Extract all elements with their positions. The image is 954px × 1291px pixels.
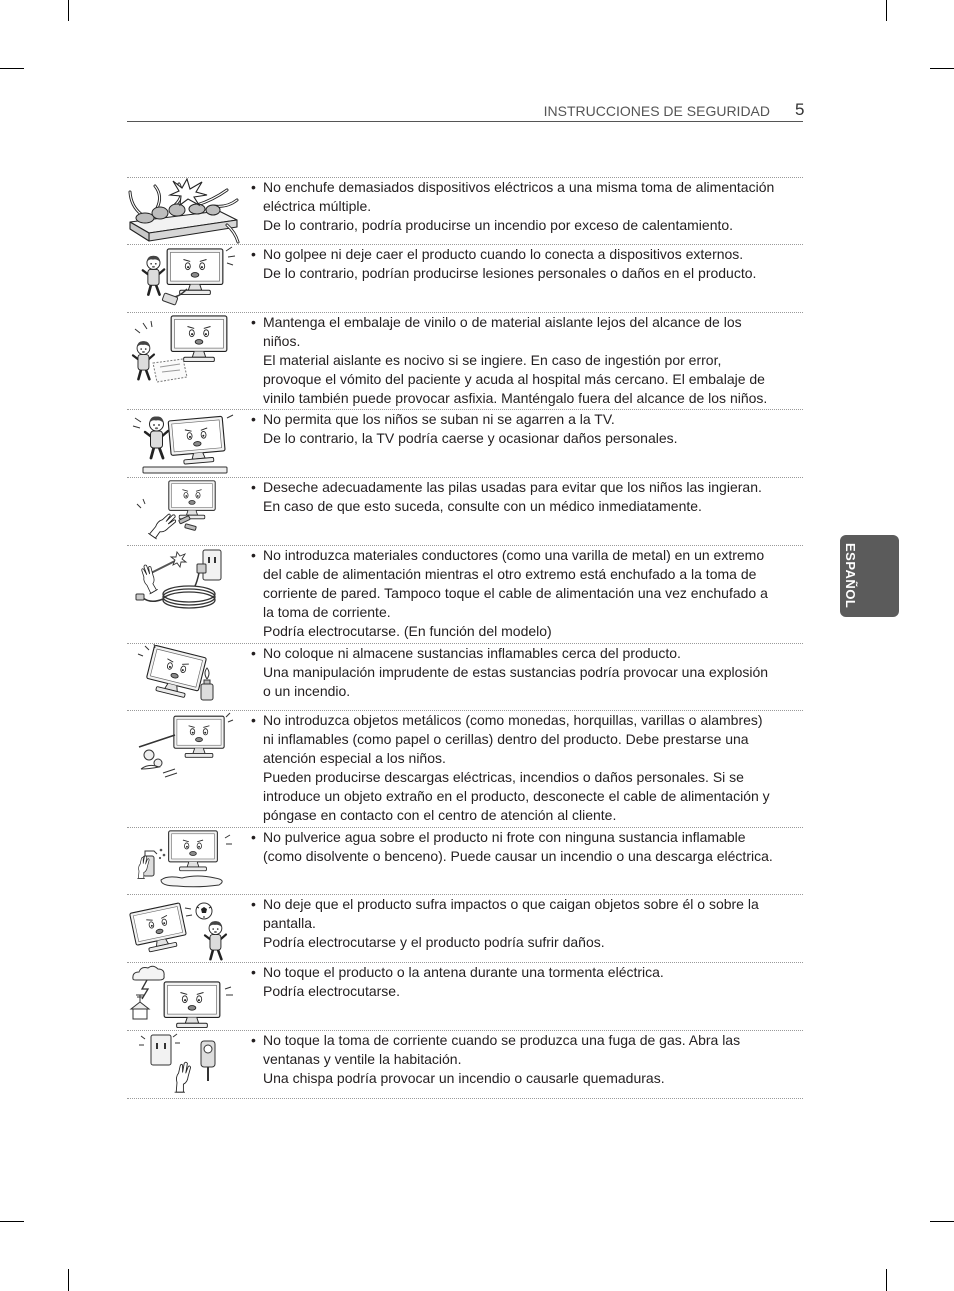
item-text bbox=[263, 546, 768, 641]
battery-disposal-icon bbox=[127, 478, 240, 545]
item-line: • No toque el producto o la antena durante una tormenta eléctrica. bbox=[263, 964, 664, 980]
safety-item bbox=[127, 178, 803, 245]
item-line: introduce un objeto extraño en el producto, desconecte el cable de alimentación y bbox=[263, 788, 770, 804]
item-line: • No deje que el producto sufra impactos o que caigan objetos sobre él o sobre la bbox=[263, 896, 759, 912]
item-text bbox=[263, 178, 774, 235]
item-line: niños. bbox=[263, 333, 301, 349]
item-line: Pueden producirse descargas eléctricas, incendios o daños personales. Si se bbox=[263, 769, 744, 785]
item-text bbox=[263, 828, 773, 866]
safety-item bbox=[127, 963, 803, 1031]
safety-item bbox=[127, 895, 803, 963]
overloaded-power-strip-icon bbox=[127, 178, 240, 244]
crop-mark bbox=[68, 1269, 69, 1291]
tv-impact-connecting-devices-icon bbox=[127, 245, 240, 312]
ball-impact-tv-icon bbox=[127, 895, 240, 962]
safety-item bbox=[127, 546, 803, 644]
item-line: El material aislante es nocivo si se ingiere. En caso de ingestión por error, bbox=[263, 352, 722, 368]
crop-mark bbox=[886, 1269, 887, 1291]
item-line: pantalla. bbox=[263, 915, 316, 931]
crop-mark bbox=[68, 0, 69, 21]
safety-item bbox=[127, 478, 803, 546]
item-line: • No permita que los niños se suban ni se agarren a la TV. bbox=[263, 411, 615, 427]
item-text bbox=[263, 711, 770, 825]
item-text bbox=[263, 895, 759, 952]
item-line: • No coloque ni almacene sustancias inflamables cerca del producto. bbox=[263, 645, 681, 661]
item-line: • No toque la toma de corriente cuando se produzca una fuga de gas. Abra las bbox=[263, 1032, 741, 1048]
safety-item bbox=[127, 828, 803, 895]
flammable-substance-tv-icon bbox=[127, 644, 240, 710]
item-line: póngase en contacto con el centro de atención al cliente. bbox=[263, 807, 617, 823]
crop-mark bbox=[930, 68, 954, 69]
item-line: De lo contrario, podrían producirse lesiones personales o daños en el producto. bbox=[263, 265, 757, 281]
section-title: INSTRUCCIONES DE SEGURIDAD bbox=[543, 103, 770, 119]
item-line: • No introduzca objetos metálicos (como monedas, horquillas, varillas o alambres) bbox=[263, 712, 763, 728]
conductive-rod-power-cord-icon bbox=[127, 546, 240, 643]
item-text bbox=[263, 245, 756, 283]
language-tab bbox=[840, 535, 899, 617]
item-line: (como disolvente o benceno). Puede causar un incendio o una descarga eléctrica. bbox=[263, 848, 773, 864]
safety-item bbox=[127, 1031, 803, 1099]
item-line: o un incendio. bbox=[263, 683, 351, 699]
safety-instructions-list bbox=[127, 177, 803, 1099]
item-line: De lo contrario, podría producirse un incendio por exceso de calentamiento. bbox=[263, 217, 734, 233]
item-line: la toma de corriente. bbox=[263, 604, 391, 620]
item-line: • No golpee ni deje caer el producto cuando lo conecta a dispositivos externos. bbox=[263, 246, 744, 262]
item-text bbox=[263, 313, 767, 408]
item-line: Una chispa podría provocar un incendio o causarle quemaduras. bbox=[263, 1070, 665, 1086]
item-line: atención especial a los niños. bbox=[263, 750, 446, 766]
crop-mark bbox=[0, 68, 24, 69]
safety-item bbox=[127, 711, 803, 828]
plastic-packaging-child-icon bbox=[127, 313, 240, 409]
item-line: Podría electrocutarse. bbox=[263, 983, 400, 999]
item-line: corriente de pared. Tampoco toque el cable de alimentación una vez enchufado a bbox=[263, 585, 768, 601]
gas-leak-outlet-icon bbox=[127, 1031, 240, 1098]
item-line: eléctrica múltiple. bbox=[263, 198, 372, 214]
safety-item bbox=[127, 644, 803, 711]
item-line: • No pulverice agua sobre el producto ni frote con ninguna sustancia inflamable bbox=[263, 829, 746, 845]
item-text bbox=[263, 963, 664, 1001]
child-climbing-tv-icon bbox=[127, 410, 240, 477]
item-text bbox=[263, 478, 762, 516]
item-line: Podría electrocutarse. (En función del modelo) bbox=[263, 623, 552, 639]
metal-objects-inserted-tv-icon bbox=[127, 711, 240, 827]
safety-item bbox=[127, 313, 803, 410]
language-tab-label: ESPAÑOL bbox=[843, 543, 858, 609]
crop-mark bbox=[886, 0, 887, 21]
item-line: del cable de alimentación mientras el otro extremo está enchufado a la toma de bbox=[263, 566, 757, 582]
item-text bbox=[263, 644, 768, 701]
crop-mark bbox=[930, 1221, 954, 1222]
item-line: • No introduzca materiales conductores (como una varilla de metal) en un extremo bbox=[263, 547, 765, 563]
item-line: provoque el vómito del paciente y acuda al hospital más cercano. El embalaje de bbox=[263, 371, 765, 387]
item-text bbox=[263, 410, 678, 448]
thunderstorm-tv-icon bbox=[127, 963, 240, 1030]
safety-item bbox=[127, 410, 803, 478]
item-line: De lo contrario, la TV podría caerse y ocasionar daños personales. bbox=[263, 430, 678, 446]
item-line: ni inflamables (como papel o cerillas) dentro del producto. Debe prestarse una bbox=[263, 731, 749, 747]
crop-mark bbox=[0, 1221, 24, 1222]
page-number: 5 bbox=[795, 100, 805, 119]
item-line: En caso de que esto suceda, consulte con un médico inmediatamente. bbox=[263, 498, 702, 514]
item-line: • Deseche adecuadamente las pilas usadas para evitar que los niños las ingieran. bbox=[263, 479, 762, 495]
item-line: Una manipulación imprudente de estas sustancias podría provocar una explosión bbox=[263, 664, 769, 680]
header-rule bbox=[127, 121, 803, 122]
item-line: • No enchufe demasiados dispositivos eléctricos a una misma toma de alimentación bbox=[263, 179, 775, 195]
item-text bbox=[263, 1031, 740, 1088]
item-line: Podría electrocutarse y el producto podría sufrir daños. bbox=[263, 934, 605, 950]
item-line: ventanas y ventile la habitación. bbox=[263, 1051, 462, 1067]
safety-item bbox=[127, 245, 803, 313]
water-spray-tv-icon bbox=[127, 828, 240, 894]
item-line: vinilo también puede provocar asfixia. Manténgalo fuera del alcance de los niños. bbox=[263, 390, 768, 406]
item-line: • Mantenga el embalaje de vinilo o de material aislante lejos del alcance de los bbox=[263, 314, 742, 330]
